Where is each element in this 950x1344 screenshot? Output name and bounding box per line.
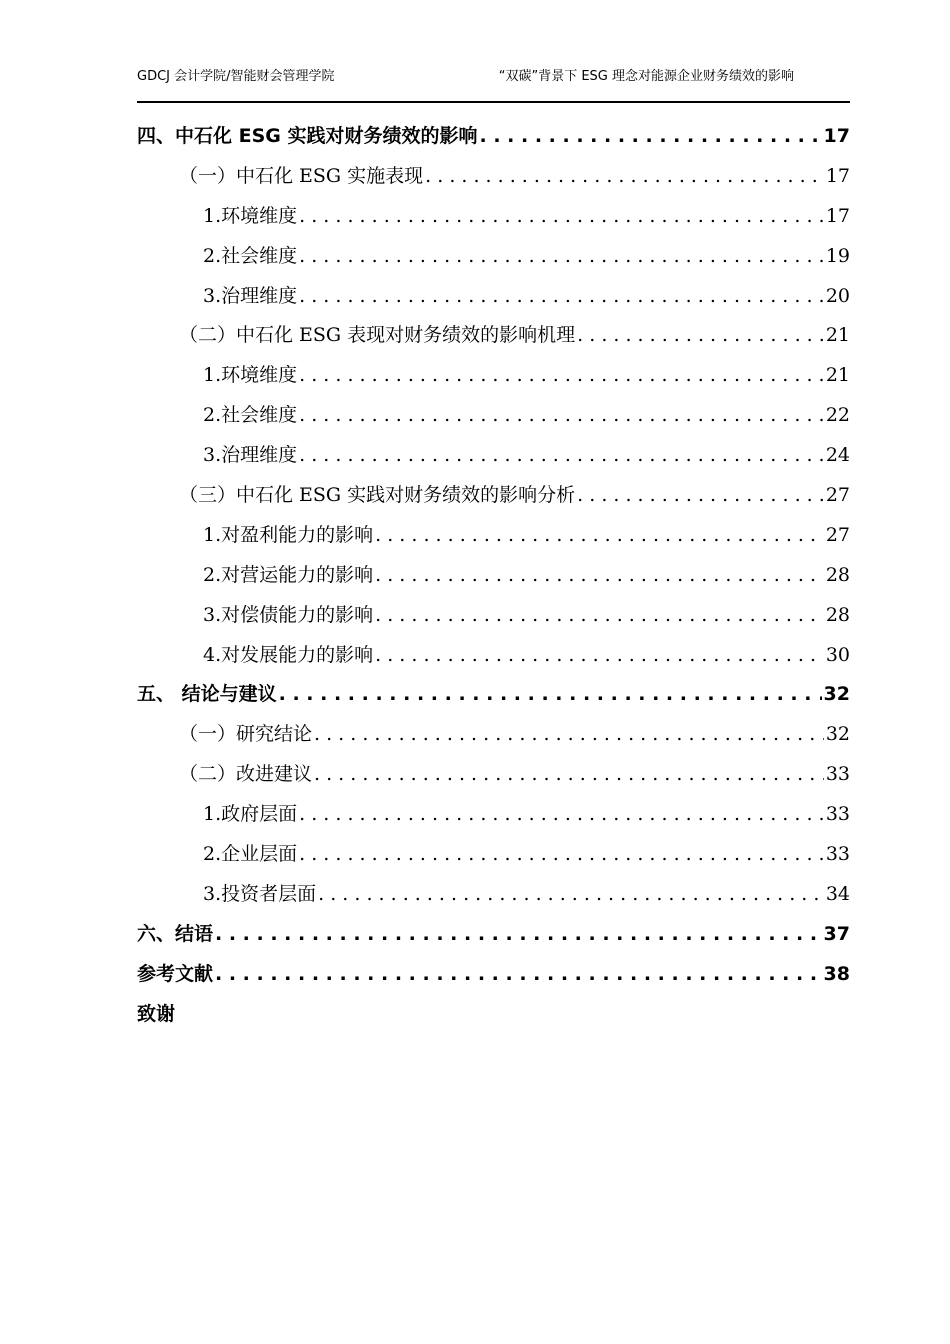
toc-entry[interactable] — [137, 755, 850, 795]
toc-entry-title: 五、 结论与建议 — [137, 683, 277, 706]
toc-entry-page-number: 32 — [825, 723, 850, 746]
toc-dot-leader — [314, 715, 824, 755]
toc-entry[interactable] — [137, 157, 850, 197]
toc-entry[interactable] — [137, 197, 850, 237]
toc-entry[interactable] — [137, 835, 850, 875]
toc-dot-leader — [279, 675, 822, 715]
toc-entry-page-number: 37 — [823, 922, 850, 945]
toc-entry-title: 2.社会维度 — [203, 244, 298, 267]
toc-dot-leader — [318, 875, 824, 915]
toc-dot-leader — [299, 396, 824, 436]
toc-entry-title: 四、中石化 ESG 实践对财务绩效的影响 — [137, 125, 478, 147]
toc-entry-page-number: 27 — [825, 523, 850, 546]
toc-entry[interactable] — [137, 396, 850, 436]
toc-entry-page-number: 34 — [825, 882, 850, 905]
toc-entry[interactable] — [137, 316, 850, 356]
toc-dot-leader — [425, 157, 824, 197]
toc-entry[interactable] — [137, 476, 850, 516]
toc-entry-title: （二）中石化 ESG 表现对财务绩效的影响机理 — [179, 324, 576, 347]
toc-entry[interactable] — [137, 715, 850, 755]
toc-dot-leader — [299, 795, 824, 835]
toc-dot-leader — [375, 556, 824, 596]
toc-dot-leader — [577, 316, 824, 356]
toc-dot-leader — [215, 955, 822, 995]
toc-entry-title: （一）中石化 ESG 实施表现 — [179, 164, 424, 187]
toc-entry-page-number: 21 — [825, 324, 850, 347]
toc-entry-page-number: 21 — [825, 364, 850, 387]
toc-dot-leader — [299, 835, 824, 875]
header-divider — [137, 101, 850, 103]
toc-entry-title: 1.对盈利能力的影响 — [203, 523, 374, 546]
toc-entry-title: 1.政府层面 — [203, 803, 298, 826]
toc-dot-leader — [299, 237, 824, 277]
toc-entry-page-number: 32 — [823, 683, 850, 706]
toc-dot-leader — [577, 476, 824, 516]
toc-entry[interactable] — [137, 556, 850, 596]
toc-entry-title: 3.投资者层面 — [203, 882, 317, 905]
toc-entry-page-number: 20 — [825, 284, 850, 307]
toc-entry-page-number: 33 — [825, 763, 850, 786]
toc-entry-title: 致谢 — [137, 1002, 176, 1025]
toc-entry-page-number: 24 — [825, 444, 850, 467]
toc-dot-leader — [375, 516, 824, 556]
toc-entry[interactable] — [137, 277, 850, 317]
toc-entry-title: 1.环境维度 — [203, 364, 298, 387]
toc-entry-title: 六、结语 — [137, 922, 214, 945]
toc-entry[interactable] — [137, 436, 850, 476]
toc-entry-title: 4.对发展能力的影响 — [203, 643, 374, 666]
toc-dot-leader — [480, 117, 822, 157]
toc-entry-title: 3.治理维度 — [203, 444, 298, 467]
toc-entry-title: 2.社会维度 — [203, 404, 298, 427]
toc-entry[interactable] — [137, 516, 850, 556]
toc-entry[interactable] — [137, 596, 850, 636]
toc-entry-page-number: 17 — [825, 204, 850, 227]
toc-entry-title: 2.企业层面 — [203, 843, 298, 866]
toc-dot-leader — [299, 277, 824, 317]
toc-dot-leader — [299, 356, 824, 396]
toc-entry[interactable] — [137, 636, 850, 676]
toc-entry-title: （一）研究结论 — [179, 723, 313, 746]
toc-entry-page-number: 33 — [825, 843, 850, 866]
toc-entry-page-number: 19 — [825, 244, 850, 267]
toc-entry-title: 3.治理维度 — [203, 284, 298, 307]
toc-entry-title: （三）中石化 ESG 实践对财务绩效的影响分析 — [179, 484, 576, 507]
toc-dot-leader — [215, 915, 822, 955]
toc-entry-title: 参考文献 — [137, 962, 214, 985]
toc-entry[interactable] — [137, 675, 850, 715]
toc-entry-title: 1.环境维度 — [203, 204, 298, 227]
toc-entry-title: 3.对偿债能力的影响 — [203, 603, 374, 626]
toc-dot-leader — [314, 755, 824, 795]
table-of-contents — [137, 117, 850, 1034]
toc-entry-page-number: 38 — [823, 962, 850, 985]
toc-entry-title: （二）改进建议 — [179, 763, 313, 786]
toc-entry-page-number: 33 — [825, 803, 850, 826]
toc-entry[interactable] — [137, 237, 850, 277]
toc-entry-page-number: 28 — [825, 603, 850, 626]
toc-entry-page-number: 27 — [825, 484, 850, 507]
toc-dot-leader — [299, 197, 824, 237]
header-institution: GDCJ 会计学院/智能财会管理学院 — [137, 69, 335, 84]
toc-dot-leader — [299, 436, 824, 476]
toc-dot-leader — [375, 636, 824, 676]
toc-entry-page-number: 17 — [825, 164, 850, 187]
toc-entry-page-number: 17 — [823, 125, 850, 147]
toc-entry[interactable] — [137, 356, 850, 396]
toc-dot-leader — [375, 596, 824, 636]
running-header — [137, 66, 850, 88]
toc-entry[interactable] — [137, 117, 850, 157]
toc-entry-page-number: 30 — [825, 643, 850, 666]
toc-entry-page-number: 22 — [825, 404, 850, 427]
header-thesis-title: “双碳”背景下 ESG 理念对能源企业财务绩效的影响 — [498, 69, 794, 84]
toc-entry-page-number: 28 — [825, 563, 850, 586]
toc-entry-title: 2.对营运能力的影响 — [203, 563, 374, 586]
toc-entry[interactable] — [137, 875, 850, 915]
toc-entry[interactable] — [137, 955, 850, 995]
toc-entry[interactable] — [137, 915, 850, 955]
toc-entry[interactable] — [137, 795, 850, 835]
toc-entry[interactable] — [137, 995, 850, 1035]
